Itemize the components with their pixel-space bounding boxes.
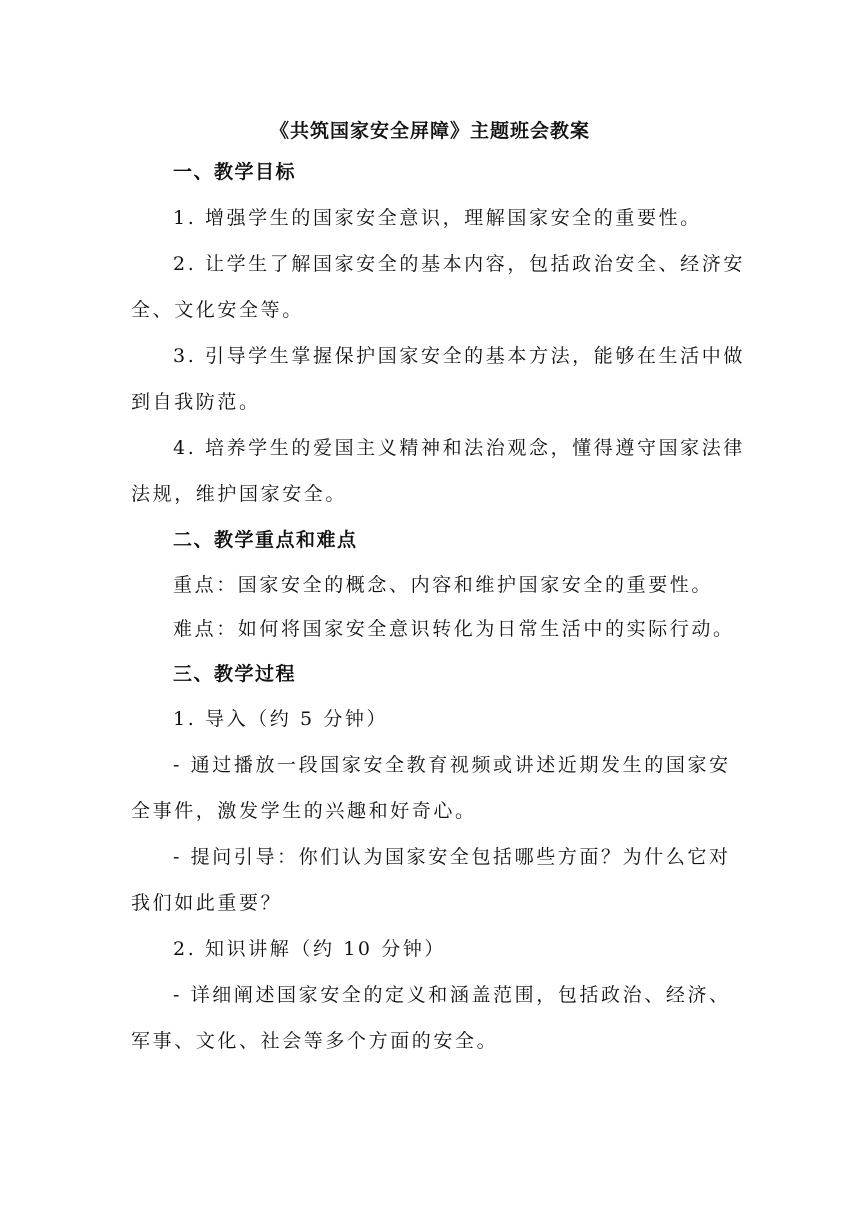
paragraph-line: 全事件，激发学生的兴趣和好奇心。	[131, 800, 477, 822]
section-heading-key-points: 二、教学重点和难点	[173, 529, 358, 551]
paragraph-line: 2. 知识讲解（约 10 分钟）	[173, 938, 447, 960]
paragraph-line: 1. 导入（约 5 分钟）	[173, 708, 389, 730]
document-title: 《共筑国家安全屏障》主题班会教案	[269, 120, 590, 142]
paragraph-line: - 详细阐述国家安全的定义和涵盖范围，包括政治、经济、	[173, 984, 731, 1006]
paragraph-line: 全、文化安全等。	[131, 299, 304, 321]
paragraph-line: - 提问引导：你们认为国家安全包括哪些方面？为什么它对	[173, 846, 731, 868]
section-heading-objectives: 一、教学目标	[173, 161, 297, 183]
paragraph-line: 军事、文化、社会等多个方面的安全。	[131, 1030, 499, 1052]
paragraph-line: - 通过播放一段国家安全教育视频或讲述近期发生的国家安	[173, 754, 731, 776]
paragraph-line: 3. 引导学生掌握保护国家安全的基本方法，能够在生活中做	[173, 345, 745, 367]
paragraph-line: 我们如此重要？	[131, 892, 283, 914]
paragraph-line: 法规，维护国家安全。	[131, 483, 348, 505]
paragraph-line: 到自我防范。	[131, 391, 261, 413]
section-heading-process: 三、教学过程	[173, 663, 297, 685]
paragraph-line: 2. 让学生了解国家安全的基本内容，包括政治安全、经济安	[173, 253, 745, 275]
paragraph-line: 4. 培养学生的爱国主义精神和法治观念，懂得遵守国家法律	[173, 437, 745, 459]
paragraph-line: 1. 增强学生的国家安全意识，理解国家安全的重要性。	[173, 207, 702, 229]
paragraph-line: 难点：如何将国家安全意识转化为日常生活中的实际行动。	[173, 618, 735, 640]
paragraph-line: 重点：国家安全的概念、内容和维护国家安全的重要性。	[173, 574, 714, 596]
